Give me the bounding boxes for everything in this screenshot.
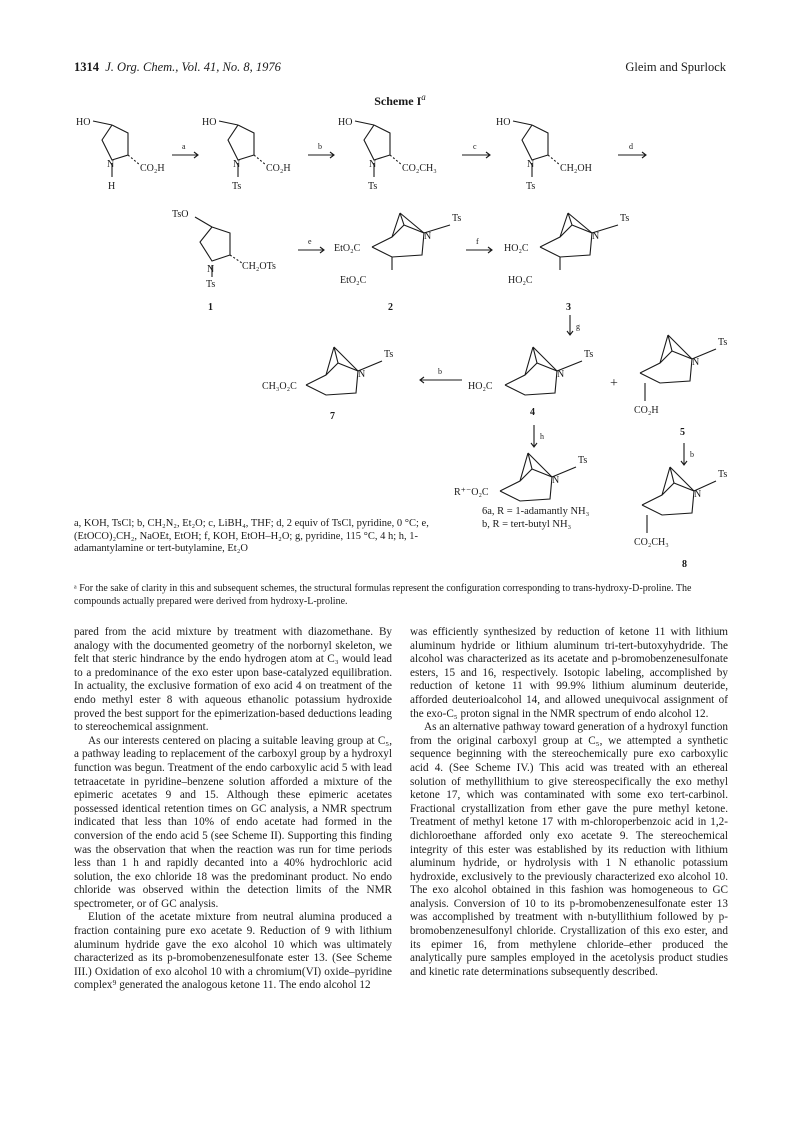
plus-sign: + [610,376,618,391]
arrow-label-d: d [629,142,633,151]
label-ts: Ts [578,455,588,466]
arrow-label-h: h [540,432,544,441]
scheme-title: Scheme $I^a$ [374,92,426,108]
body-column-left [74,626,392,993]
arrow-label-b: b [690,450,694,459]
label-ho: HO [338,117,353,128]
label-n: N [527,159,535,170]
label-ts: Ts [620,213,630,224]
compound-number-4: 4 [530,407,535,418]
structure-methyl-ester [355,121,402,177]
label-ho: HO [496,117,511,128]
structure-alcohol [513,121,560,177]
label-ho2c: HO₂C [508,275,533,286]
compound-number-5: 5 [680,427,685,438]
structure-1-ditosylate [195,217,242,277]
label-co2ch3: CO₂CH₃ [634,537,669,548]
arrow-label-b: b [438,367,442,376]
label-ts: Ts [718,469,728,480]
structure-2-diester [372,213,450,270]
label-ts: Ts [526,181,536,192]
body-column-right [410,626,728,979]
arrow-label-a: a [182,142,186,151]
label-ts: Ts [718,337,728,348]
label-n: N [358,369,366,380]
compound-number-7: 7 [330,411,335,422]
reaction-scheme [0,105,800,575]
label-ts: Ts [206,279,216,290]
label-ts: Ts [452,213,462,224]
label-co2h: CO₂H [634,405,659,416]
journal-citation: J. Org. Chem., Vol. 41, No. 8, 1976 [105,60,281,74]
scheme-footnote: ᵃ For the sake of clarity in this and subsequent schemes, the structural formulas represent the configuration corresponding to trans-hydroxy-D-proline. The compounds actually prepared were derived from hydroxy-L-proline. [74,583,692,607]
label-n: N [552,475,560,486]
paragraph: Elution of the acetate mixture from neutral alumina produced a fraction containing pure exo acetate 9. Reduction of 9 with lithium aluminum hydride gave the exo alcohol 10 which was ultimately characterized as its p-bromobenzenesulfonate ester 13. (See Scheme III.) Oxidation of exo alcohol 10 with a chromium(VI) oxide–pyridine complex⁹ generated the analogous ketone 11. The endo alcohol 12 [74,911,392,992]
label-h: H [108,181,116,192]
structure-tosyl-acid [219,121,266,177]
label-n: N [424,231,432,242]
page-number: 1314 [74,60,99,74]
paragraph: As an alternative pathway toward generation of a hydroxyl function from the original carboxyl group at C₅, we attempted a synthetic sequence beginning with the stereochemically pure exo carboxylic acid 4. (See Scheme IV.) This acid was treated with an ethereal solution of methyllithium to give stereospecifically the exo methyl ketone 17, which was contaminated with some exo tert-carbinol. Fractional crystallization from ether gave the pure methyl ketone. Treatment of methyl ketone 17 with m-chloroperbenzoic acid in 1,2-dichloroethane afforded only exo acetate 9. The stereochemical integrity of this ester was established by its reduction with lithium aluminum hydride, or hydrolysis with 1 N ethanolic potassium hydroxide, exclusively to the previously characterized exo alcohol 10. The exo alcohol obtained in this fashion was homogeneous to GC analysis. Conversion of 10 to its p-bromobenzenesulfonate ester 13 was accomplished by treatment with n-butyllithium followed by p-bromobenzenesulfonyl chloride. Crystallization of this exo ester, and its epimer 16, from methylene chloride–ether produced the analytically pure samples employed in the acetolysis product studies and kinetic rate determinations subsequently described. [410,721,728,978]
structure-4-exo-acid [505,347,582,395]
arrow-label-f: f [476,237,479,246]
label-n: N [207,264,215,275]
scheme-reagent-legend: a, KOH, TsCl; b, CH₂N₂, Et₂O; c, LiBH₄, THF; d, 2 equiv of TsCl, pyridine, 0 °C; e, (EtOCO)₂CH₂, NaOEt, EtOH; f, KOH, EtOH–H₂O; g, pyridine, 115 °C, 4 h; h, 1-adamantylamine or tert-butylamine, Et₂O [74,518,429,554]
label-n: N [692,357,700,368]
label-tso: TsO [172,209,189,220]
structure-hydroxyproline [93,121,140,177]
structure-8-endo-ester [642,467,716,533]
label-n: N [369,159,377,170]
compound-6b-note: b, R = tert-butyl NH₃ [482,519,572,530]
structure-3-diacid [540,213,618,270]
running-header-authors: Gleim and Spurlock [625,60,726,74]
label-n: N [694,489,702,500]
arrow-label-g: g [576,322,580,331]
structure-6-ammonium-salt [500,453,576,501]
structure-5-endo-acid [640,335,716,401]
arrow-label-b: b [318,142,322,151]
label-co2ch3: CO₂CH₃ [402,163,437,174]
label-ho2c: HO₂C [504,243,529,254]
running-header-left [74,60,281,75]
label-ts: Ts [384,349,394,360]
label-n: N [107,159,115,170]
label-ho2c: HO₂C [468,381,493,392]
label-ch2oh: CH₂OH [560,163,592,174]
label-ch2ots: CH₂OTs [242,261,276,272]
paragraph: As our interests centered on placing a suitable leaving group at C₅, a pathway leading to replacement of the carboxyl group by a hydroxyl function was begun. Treatment of the endo carboxylic acid 5 with lead tetraacetate in pyridine–benzene solution afforded a mixture of the epimeric acetates 9 and 15. Although these epimeric acetates possessed identical retention times on GC analysis, a NMR spectrum indicated that less than 10% of endo acetate had formed in the conversion of the endo acid 5 (see Scheme II). Supporting this finding was the observation that when the reaction was run for time periods less than 1 h and rapidly decanted into a 40% hydrochloric acid solution, the exo chloride 18 was the predominant product. No endo chloride was observed within the detection limits of the NMR spectrometer, or of GC analysis. [74,734,392,910]
label-eto2c: EtO₂C [340,275,367,286]
label-ts: Ts [232,181,242,192]
label-ts: Ts [584,349,594,360]
label-n: N [557,369,565,380]
compound-number-8: 8 [682,559,687,570]
structure-7-exo-ester [306,347,382,395]
label-ho: HO [76,117,91,128]
label-ho: HO [202,117,217,128]
compound-number-2: 2 [388,302,393,313]
label-n: N [592,231,600,242]
compound-number-1: 1 [208,302,213,313]
label-eto2c: EtO₂C [334,243,361,254]
label-ammonium-carboxylate: R⁺⁻O₂C [454,487,489,498]
label-ch3o2c: CH₃O₂C [262,381,297,392]
compound-number-3: 3 [566,302,571,313]
compound-6a-note: 6a, R = 1-adamantly NH₃ [482,506,590,517]
label-co2h: CO₂H [140,163,165,174]
paragraph: pared from the acid mixture by treatment with diazomethane. By analogy with the documented geometry of the norbornyl skeleton, we felt that steric hindrance by the endo hydrogen atom at C₃ would lead to a predominance of the exo ester upon base-catalyzed equilibration. In actuality, the exclusive formation of exo acid 4 on treatment of the endo methyl ester 8 with aqueous ethanolic potassium hydroxide proved the best support for the epimerization-based deductions leading to stereochemical assignment. [74,626,392,734]
arrow-label-c: c [473,142,477,151]
label-n: N [233,159,241,170]
arrow-label-e: e [308,237,312,246]
paragraph: was efficiently synthesized by reduction of ketone 11 with lithium aluminum hydride or lithium aluminum tri-tert-butoxyhydride. The alcohol was characterized as its acetate and p-bromobenzenesulfonate esters, 15 and 16, respectively. Isotopic labeling, accomplished by reduction of ketone 11 with 99.9% lithium aluminum deuteride, afforded deuterioalcohol 14, and allowed unequivocal assignment of the exo-C₅ proton signal in the NMR spectrum of endo alcohol 12. [410,626,728,720]
label-ts: Ts [368,181,378,192]
label-co2h: CO₂H [266,163,291,174]
